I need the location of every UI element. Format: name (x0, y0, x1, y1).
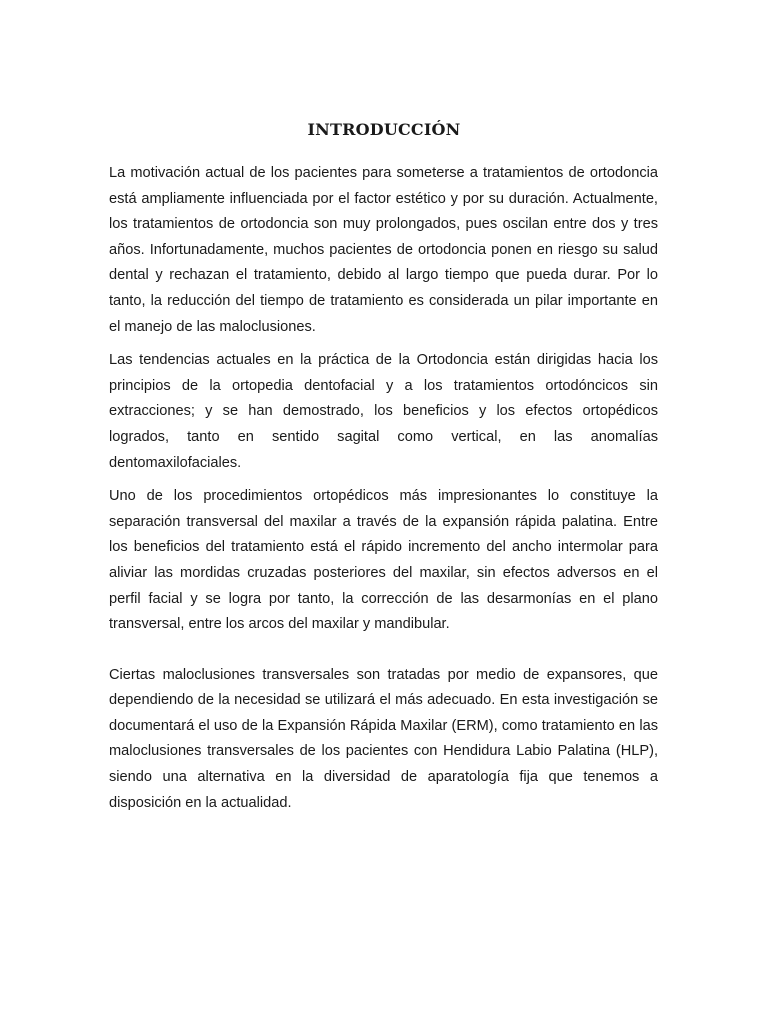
paragraph-1: La motivación actual de los pacientes para someterse a tratamientos de ortodoncia está ampliamente influenciada por el factor estético y por su duración. Actualmente, los tratamientos de ortodoncia son muy prolongados, pues oscilan entre dos y tres años. Infortunadamente, muchos pacientes de ortodoncia ponen en riesgo su salud dental y rechazan el tratamiento, debido al largo tiempo que pueda durar. Por lo tanto, la reducción del tiempo de tratamiento es considerada un pilar importante en el manejo de las maloclusiones. (109, 165, 658, 335)
paragraph-2: Las tendencias actuales en la práctica de la Ortodoncia están dirigidas hacia los principios de la ortopedia dentofacial y a los tratamientos ortodóncicos sin extracciones; y se han demostrado, los beneficios y los efectos ortopédicos logrados, tanto en sentido sagital como vertical, en las anomalías dentomaxilofaciales. (109, 352, 658, 471)
document-body (109, 161, 658, 816)
paragraph-3: Uno de los procedimientos ortopédicos más impresionantes lo constituye la separación transversal del maxilar a través de la expansión rápida palatina. Entre los beneficios del tratamiento está el rápido incremento del ancho intermolar para aliviar las mordidas cruzadas posteriores del maxilar, sin efectos adversos en el perfil facial y se logra por tanto, la corrección de las desarmonías en el plano transversal, entre los arcos del maxilar y mandibular. (109, 488, 658, 633)
document-title: INTRODUCCIÓN (307, 120, 461, 139)
paragraph-4: Ciertas maloclusiones transversales son tratadas por medio de expansores, que dependiendo de la necesidad se utilizará el más adecuado. En esta investigación se documentará el uso de la Expansión Rápida Maxilar (ERM), como tratamiento en las maloclusiones transversales de los pacientes con Hendidura Labio Palatina (HLP), siendo una alternativa en la diversidad de aparatología fija que tenemos a disposición en la actualidad. (109, 666, 658, 811)
